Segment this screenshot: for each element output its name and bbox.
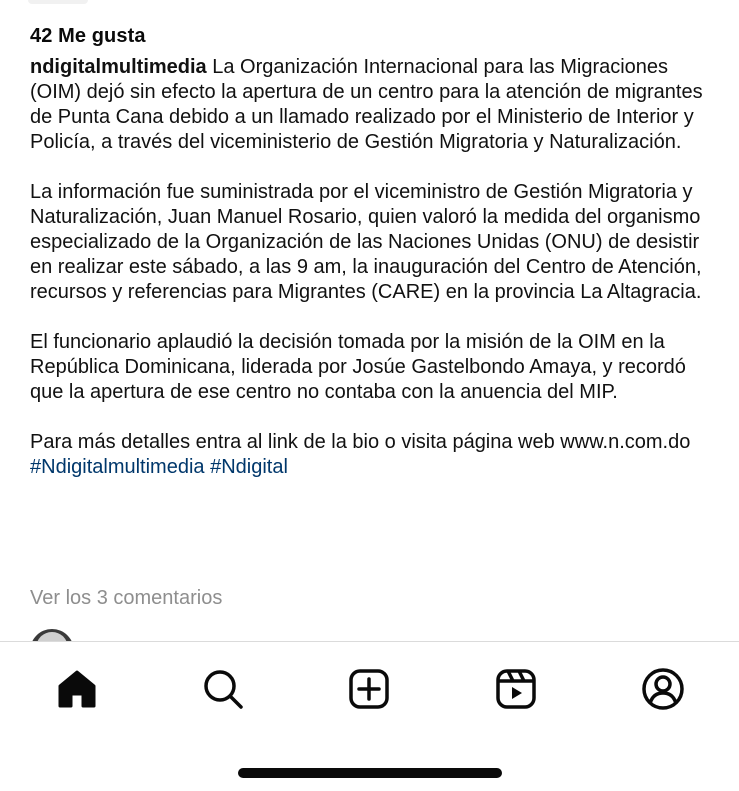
profile-icon (641, 667, 685, 711)
search-icon (202, 668, 244, 710)
nav-reels-button[interactable] (491, 664, 541, 714)
caption-paragraph-1 (30, 55, 720, 155)
create-post-icon (348, 668, 390, 710)
like-count[interactable]: 42 Me gusta (30, 25, 146, 47)
caption-paragraph-4 (30, 430, 720, 480)
home-icon (56, 669, 98, 709)
caption-text-1: La Organización Internacional para las Migraciones (OIM) dejó sin efecto la apertura de un centro para la atención de migrantes de Punta Cana debido a un llamado realizado por el Ministerio de Interior y Policía, a través del viceministerio de Gestión Migratoria y Naturalización. (30, 56, 703, 153)
hashtag-link[interactable]: #Ndigital (210, 456, 288, 478)
reels-icon (495, 668, 537, 710)
nav-home-button[interactable] (52, 664, 102, 714)
caption-text-4: Para más detalles entra al link de la bio o visita página web www.n.com.do (30, 431, 691, 453)
caption-paragraph-2: La información fue suministrada por el viceministro de Gestión Migratoria y Naturalización, Juan Manuel Rosario, quien valoró la medida del organismo especializado de la Organización de las Naciones Unidas (ONU) de desistir en realizar este sábado, a las 9 am, la inauguración del Centro de Atención, recursos y referencias para Migrantes (CARE) en la provincia La Altagracia. (30, 181, 702, 303)
top-edge-fragment (28, 0, 88, 4)
post-caption (30, 55, 720, 480)
nav-create-button[interactable] (344, 664, 394, 714)
caption-paragraph-3: El funcionario aplaudió la decisión tomada por la misión de la OIM en la República Dominicana, liderada por Josúe Gastelbondo Amaya, y recordó que la apertura de ese centro no contaba con la anuencia del MIP. (30, 331, 686, 403)
caption-username[interactable]: ndigitalmultimedia (30, 56, 207, 78)
view-comments-link[interactable]: Ver los 3 comentarios (30, 587, 223, 609)
bottom-navigation-bar (0, 641, 739, 791)
hashtag-link[interactable]: #Ndigitalmultimedia (30, 456, 205, 478)
nav-search-button[interactable] (198, 664, 248, 714)
nav-profile-button[interactable] (638, 664, 688, 714)
home-indicator-bar[interactable] (238, 768, 502, 778)
